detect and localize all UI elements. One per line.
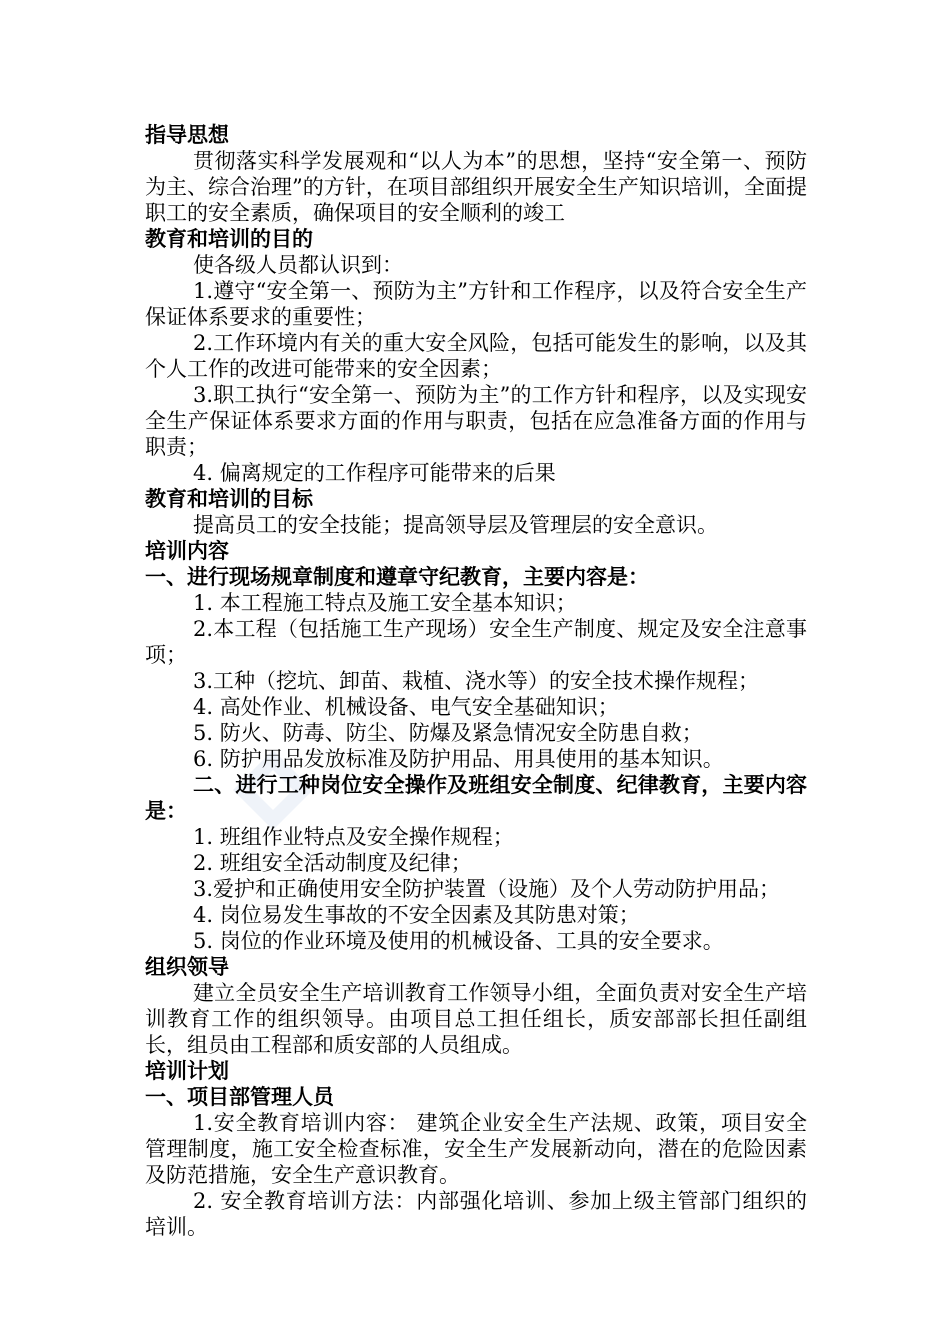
document-body	[145, 122, 807, 1240]
purpose-item: 3.职工执行“安全第一、预防为主”的工作方针和程序，以及实现安全生产保证体系要求方面的作用与职责，包括在应急准备方面的作用与职责；	[145, 383, 807, 459]
section-title-content: 培训内容	[145, 538, 229, 563]
section-title-guiding: 指导思想	[145, 122, 229, 147]
content-part1-item: 1. 本工程施工特点及施工安全基本知识；	[193, 591, 577, 615]
section-title-organization: 组织领导	[145, 954, 229, 979]
guiding-paragraph: 贯彻落实科学发展观和“以人为本”的思想，坚持“安全第一、预防为主、综合治理”的方针，在项目部组织开展安全生产知识培训，全面提职工的安全素质，确保项目的安全顺利的竣工	[145, 149, 807, 225]
content-part1-item: 3.工种（挖坑、卸苗、栽植、浇水等）的安全技术操作规程；	[193, 669, 760, 693]
content-part2-item: 1. 班组作业特点及安全操作规程；	[193, 825, 514, 849]
content-part2-item: 2. 班组安全活动制度及纪律；	[193, 851, 472, 875]
goal-paragraph: 提高员工的安全技能；提高领导层及管理层的安全意识。	[193, 513, 718, 537]
plan-part1-item: 2. 安全教育培训方法：内部强化培训、参加上级主管部门组织的培训。	[145, 1189, 807, 1239]
content-part1-item: 4. 高处作业、机械设备、电气安全基础知识；	[193, 695, 619, 719]
content-part2-item: 5. 岗位的作业环境及使用的机械设备、工具的安全要求。	[193, 929, 724, 953]
content-part1-item: 6. 防护用品发放标准及防护用品、用具使用的基本知识。	[193, 747, 724, 771]
purpose-item: 4. 偏离规定的工作程序可能带来的后果	[193, 461, 556, 485]
content-part1-item: 5. 防火、防毒、防尘、防爆及紧急情况安全防患自救；	[193, 721, 703, 745]
plan-part1-item: 1.安全教育培训内容： 建筑企业安全生产法规、政策，项目安全管理制度，施工安全检查标准，安全生产发展新动向，潜在的危险因素及防范措施，安全生产意识教育。	[145, 1111, 807, 1187]
content-part2-item: 4. 岗位易发生事故的不安全因素及其防患对策；	[193, 903, 640, 927]
content-part1-title: 一、进行现场规章制度和遵章守纪教育，主要内容是：	[145, 564, 649, 589]
section-title-goal: 教育和培训的目标	[145, 486, 313, 511]
content-part1-item: 2.本工程（包括施工生产现场）安全生产制度、规定及安全注意事项；	[145, 617, 807, 667]
purpose-item: 2.工作环境内有关的重大安全风险，包括可能发生的影响，以及其个人工作的改进可能带来的安全因素；	[145, 331, 807, 381]
content-part2-title: 二、进行工种岗位安全操作及班组安全制度、纪律教育，主要内容是：	[145, 772, 807, 823]
plan-part1-title: 一、项目部管理人员	[145, 1084, 334, 1109]
purpose-item: 1.遵守“安全第一、预防为主”方针和工作程序，以及符合安全生产保证体系要求的重要性；	[145, 279, 807, 329]
organization-paragraph: 建立全员安全生产培训教育工作领导小组，全面负责对安全生产培训教育工作的组织领导。由项目总工担任组长，质安部部长担任副组长，组员由工程部和质安部的人员组成。	[145, 981, 807, 1057]
content-part2-item: 3.爱护和正确使用安全防护装置（设施）及个人劳动防护用品；	[193, 877, 781, 901]
section-title-purpose: 教育和培训的目的	[145, 226, 313, 251]
purpose-intro: 使各级人员都认识到：	[193, 253, 403, 277]
section-title-plan: 培训计划	[145, 1058, 229, 1083]
